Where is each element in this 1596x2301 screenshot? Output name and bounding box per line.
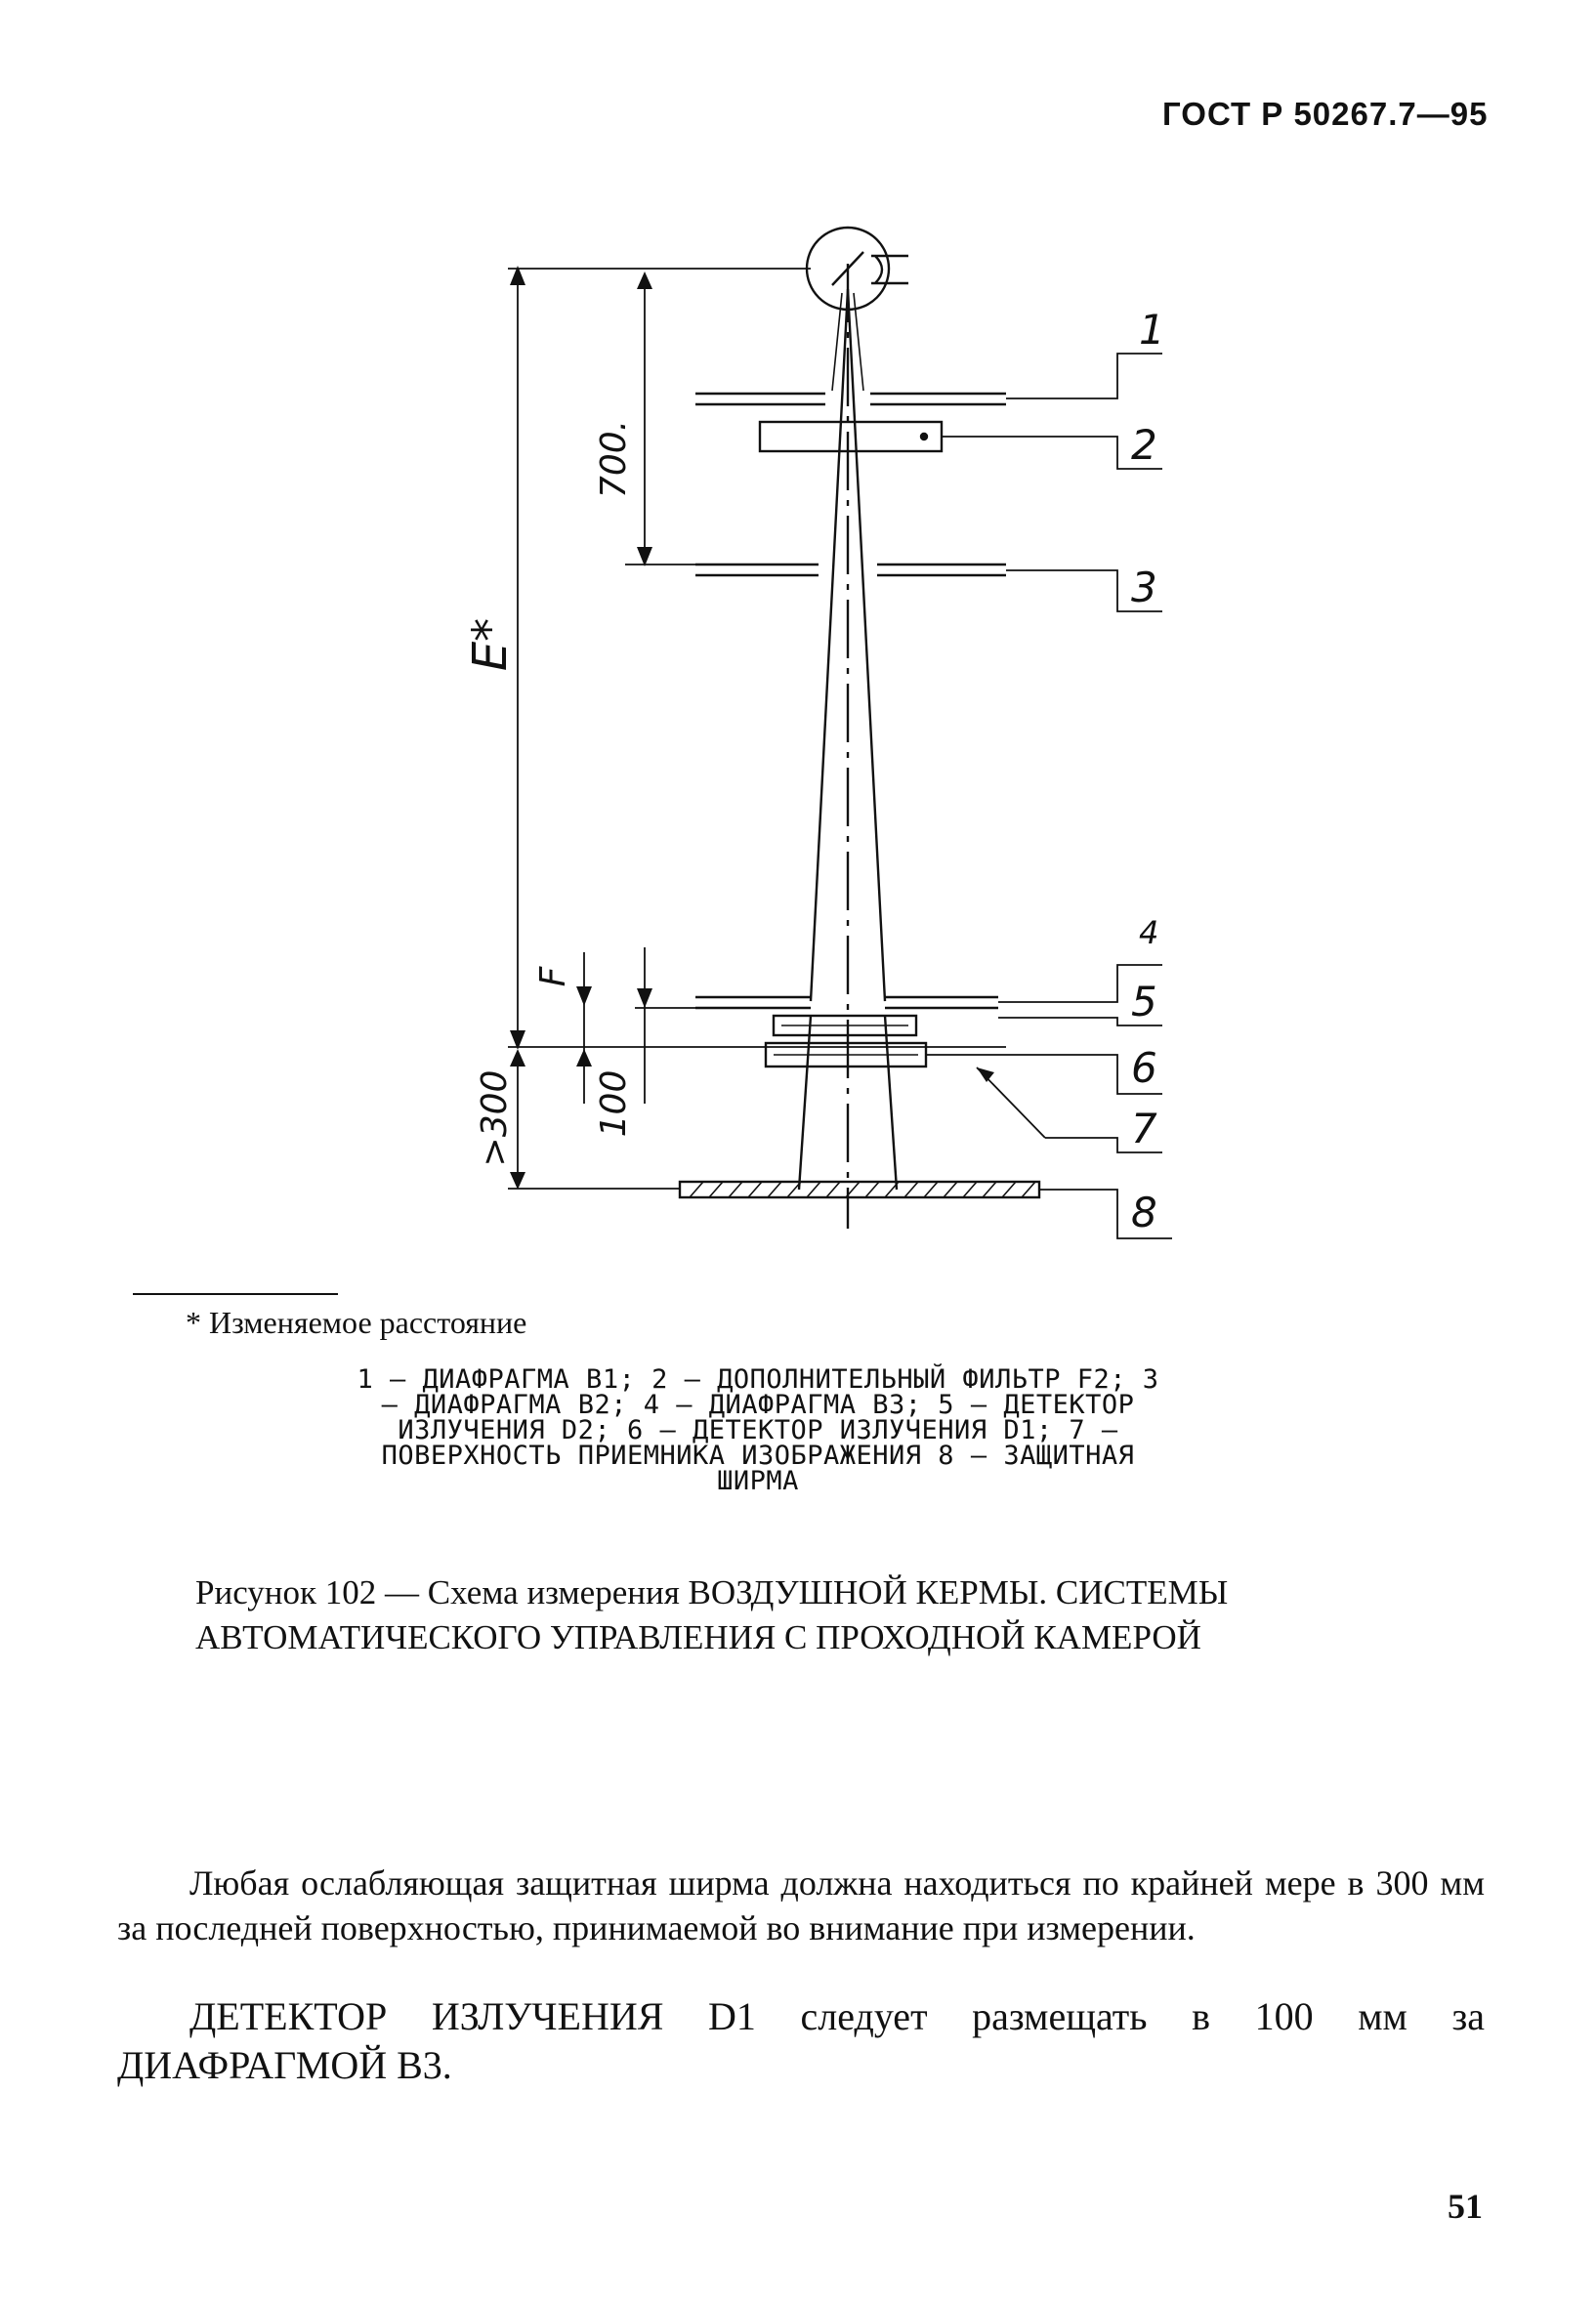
callout-3: 3: [1131, 564, 1157, 611]
footnote-rule: [133, 1293, 338, 1295]
filter-f2: [760, 422, 942, 451]
dim-f-label: F: [533, 966, 573, 987]
figure-caption: Рисунок 102 — Схема измерения ВОЗДУШНОЙ КЕРМЫ. СИСТЕМЫ АВТОМАТИЧЕСКОГО УПРАВЛЕНИЯ С ПРОХОДНОЙ КАМЕРОЙ: [195, 1573, 1229, 1656]
diaphragm-b2: [695, 565, 1006, 575]
body-paragraph-2: ДЕТЕКТОР ИЗЛУЧЕНИЯ D1 следует размещать в 100 мм за ДИАФРАГМОЙ B3.: [117, 1994, 1485, 2087]
callout-8: 8: [1131, 1189, 1157, 1236]
callout-6: 6: [1131, 1044, 1157, 1092]
body-paragraph-1: Любая ослабляющая защитная ширма должна находиться по крайней мере в 300 мм за последней поверхностью, принимаемой во внимание при измерении.: [117, 1863, 1485, 1947]
footnote: * Изменяемое расстояние: [186, 1305, 527, 1340]
dim-100-label: 100: [594, 1069, 634, 1138]
dim-700-label: 700.: [594, 419, 634, 499]
protective-screen: [680, 1182, 1039, 1197]
figure-legend: 1 — ДИАФРАГМА B1; 2 — ДОПОЛНИТЕЛЬНЫЙ ФИЛЬТР F2; 3 — ДИАФРАГМА B2; 4 — ДИАФРАГМА B3; 5 — ДЕТЕКТОР ИЗЛУЧЕНИЯ D2; 6 — ДЕТЕКТОР ИЗЛУЧЕНИЯ D1; 7 — ПОВЕРХНОСТЬ ПРИЕМНИКА ИЗОБРАЖЕНИЯ 8 — ЗАЩИТНАЯ ШИРМА: [357, 1364, 1159, 1496]
callout-7: 7: [1131, 1105, 1157, 1152]
callout-4: 4: [1139, 914, 1159, 951]
callout-2: 2: [1131, 421, 1157, 469]
dim-e-label: E*: [463, 617, 518, 672]
callout-1: 1: [1139, 306, 1165, 354]
diaphragm-b1: [695, 394, 1006, 404]
callout-5: 5: [1131, 978, 1157, 1025]
page-number: 51: [1448, 2187, 1483, 2226]
document-header: ГОСТ Р 50267.7—95: [1162, 96, 1489, 132]
dim-300-label: >300: [475, 1069, 515, 1167]
